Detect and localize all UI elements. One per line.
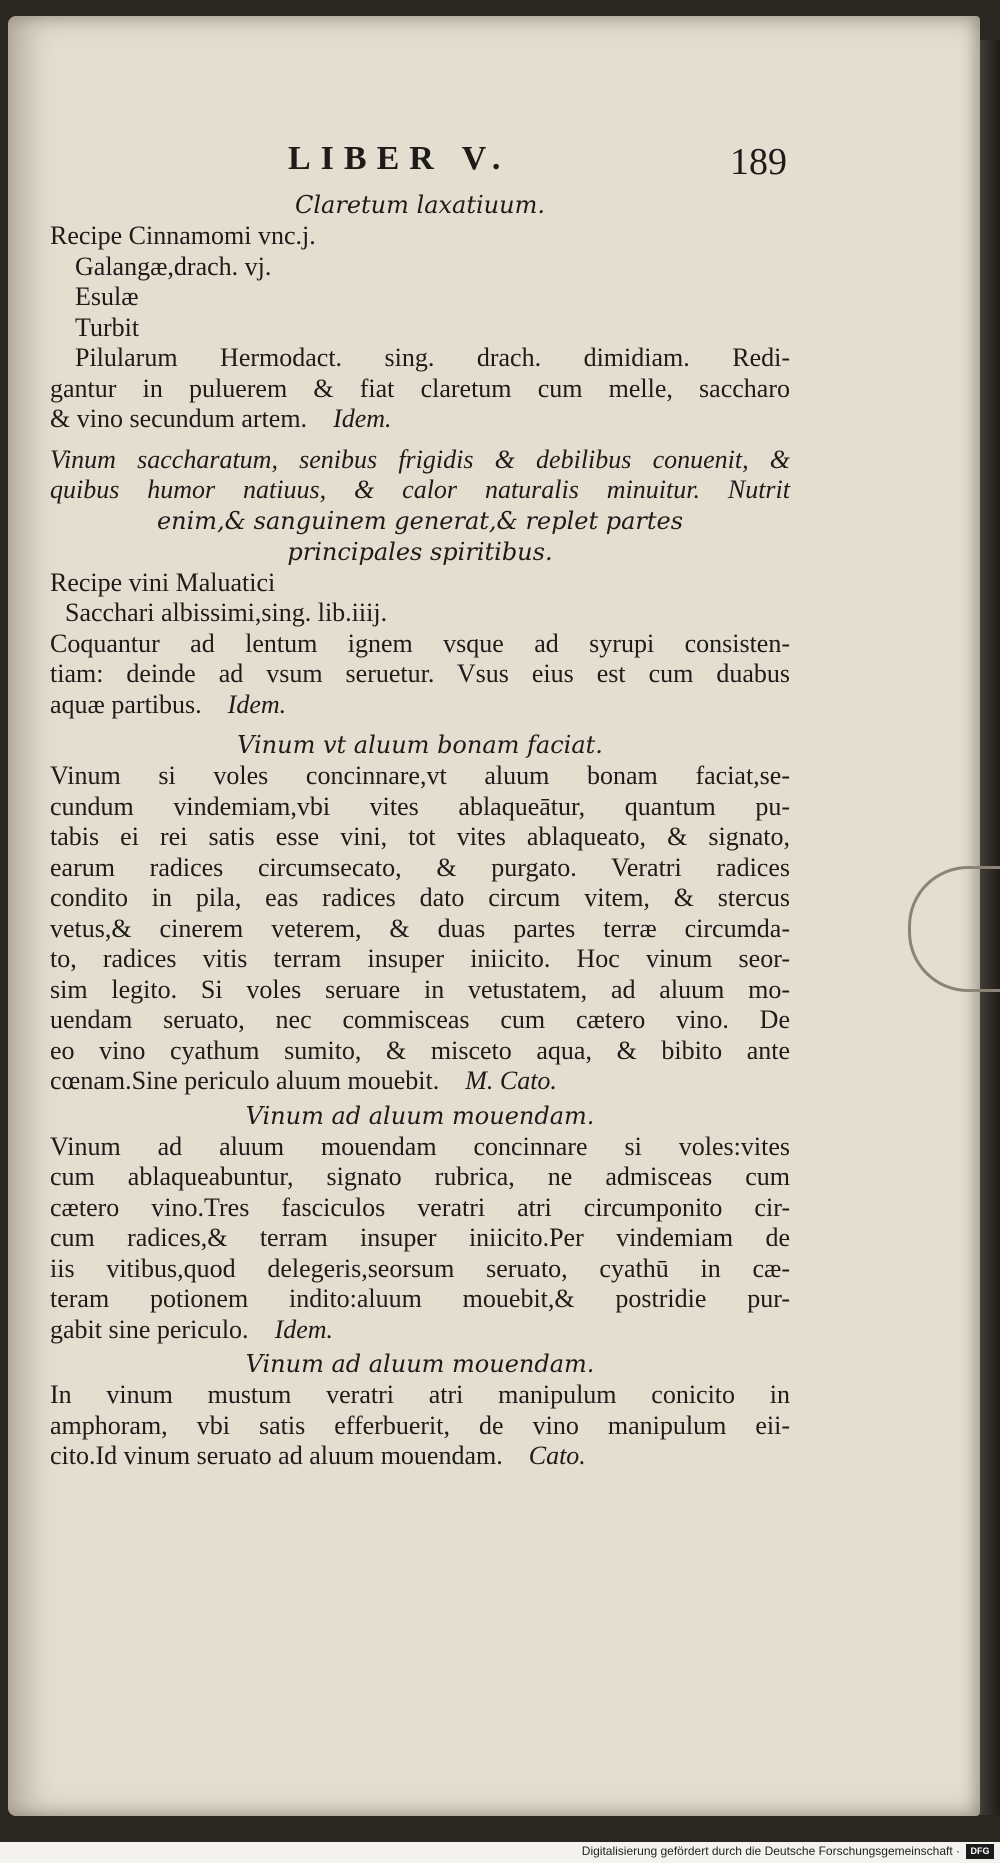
text-line: Recipe Cinnamomi vnc.j. [50,221,316,250]
text-line [50,1066,790,1097]
recipe-vinum-aluum-bonam [50,730,790,1097]
line-text: aquæ partibus. [50,689,202,719]
section-heading: Vinum ad aluum mouendam. [245,1350,595,1378]
text-line: Sacchari albissimi,sing. lib.iiij. [65,598,388,627]
text-line: Coquantur ad lentum ignem vsque ad syrupi consisten- [50,628,790,658]
source-citation: Cato. [528,1441,586,1470]
text-line: gantur in puluerem & fiat claretum cum melle, saccharo [50,373,790,403]
page-number: 189 [730,141,787,183]
text-line [50,1441,790,1472]
recipe-vinum-aluum-mouendam [50,1101,790,1346]
line-text: cœnam.Sine periculo aluum mouebit. [50,1066,440,1095]
text-line: uendam seruato, nec commisceas cum cætero vino. De [50,1005,790,1034]
text-line: eo vino cyathum sumito, & misceto aqua, & bibito ante [50,1035,790,1065]
text-line: sim legito. Si voles seruare in vetustatem, ad aluum mo- [50,974,790,1004]
text-line: vetus,& cinerem veterem, & duas partes terræ circumda- [50,913,790,943]
section-heading: enim,& sanguinem generat,& replet partes [156,506,684,535]
section-heading: quibus humor natiuus, & calor naturalis minuitur. Nutrit [50,475,790,504]
line-text: cito.Id vinum seruato ad aluum mouendam. [50,1441,503,1470]
text-line: cundum vindemiam,vbi vites ablaqueātur, quantum pu- [50,791,790,821]
source-citation: Idem. [227,689,287,719]
section-heading: Vinum saccharatum, senibus frigidis & debilibus conuenit, & [50,444,790,474]
text-line: tabis ei rei satis esse vini, tot vites ablaqueato, & signato, [50,822,790,851]
recipe-vinum-mustum [50,1349,790,1472]
text-line: Vinum ad aluum mouendam concinnare si voles:vites [50,1131,790,1161]
text-line: cum radices,& terram insuper iniicito.Per vindemiam de [50,1223,790,1252]
text-line: earum radices circumsecato, & purgato. Veratri radices [50,852,790,882]
footer-strip [0,1842,1000,1863]
recipe-vinum-saccharatum [50,445,790,721]
text-line [50,1315,790,1346]
text-line: teram potionem indito:aluum mouebit,& postridie pur- [50,1284,790,1313]
section-heading: Vinum ad aluum mouendam. [245,1101,595,1130]
text-line: tiam: deinde ad vsum seruetur. Vsus eius est cum duabus [50,659,790,688]
text-line: cætero vino.Tres fasciculos veratri atri circumponito cir- [50,1192,790,1222]
recipe-claretum [50,190,790,435]
section-heading: Claretum laxatiuum. [295,191,545,219]
text-line [50,404,790,435]
source-citation: M. Cato. [465,1066,557,1095]
source-citation: Idem. [274,1314,334,1344]
text-line: In vinum mustum veratri atri manipulum conicito in [50,1380,790,1409]
text-line: Pilularum Hermodact. sing. drach. dimidiam. Redi- [75,343,790,372]
text-line: Galangæ,drach. vj. [75,251,272,281]
text-line: amphoram, vbi satis efferbuerit, de vino manipulum eii- [50,1410,790,1440]
dfg-logo-icon: DFG [966,1844,994,1859]
text-line: Recipe vini Maluatici [50,567,276,597]
line-text: & vino secundum artem. [50,404,308,433]
page-clip [908,866,1000,992]
line-text: gabit sine periculo. [50,1314,249,1344]
book-title: LIBER V. [288,140,511,177]
text-line: condito in pila, eas radices dato circum vitem, & stercus [50,883,790,912]
source-citation: Idem. [333,404,392,433]
running-head [50,140,790,190]
text-line: Esulæ [75,282,139,311]
text-line: iis vitibus,quod delegeris,seorsum seruato, cyathū in cæ- [50,1253,790,1283]
section-heading: principales spiritibus. [287,537,553,566]
text-line [50,690,790,721]
text-line: Vinum si voles concinnare,vt aluum bonam faciat,se- [50,761,790,790]
text-line: Turbit [75,312,140,342]
text-line: cum ablaqueabuntur, signato rubrica, ne admisceas cum [50,1162,790,1191]
footer-credit: Digitalisierung gefördert durch die Deutsche Forschungsgemeinschaft · [581,1844,960,1858]
page-text [50,140,790,1472]
text-line: to, radices vitis terram insuper iniicito. Hoc vinum seor- [50,944,790,973]
section-heading: Vinum vt aluum bonam faciat. [237,731,603,759]
